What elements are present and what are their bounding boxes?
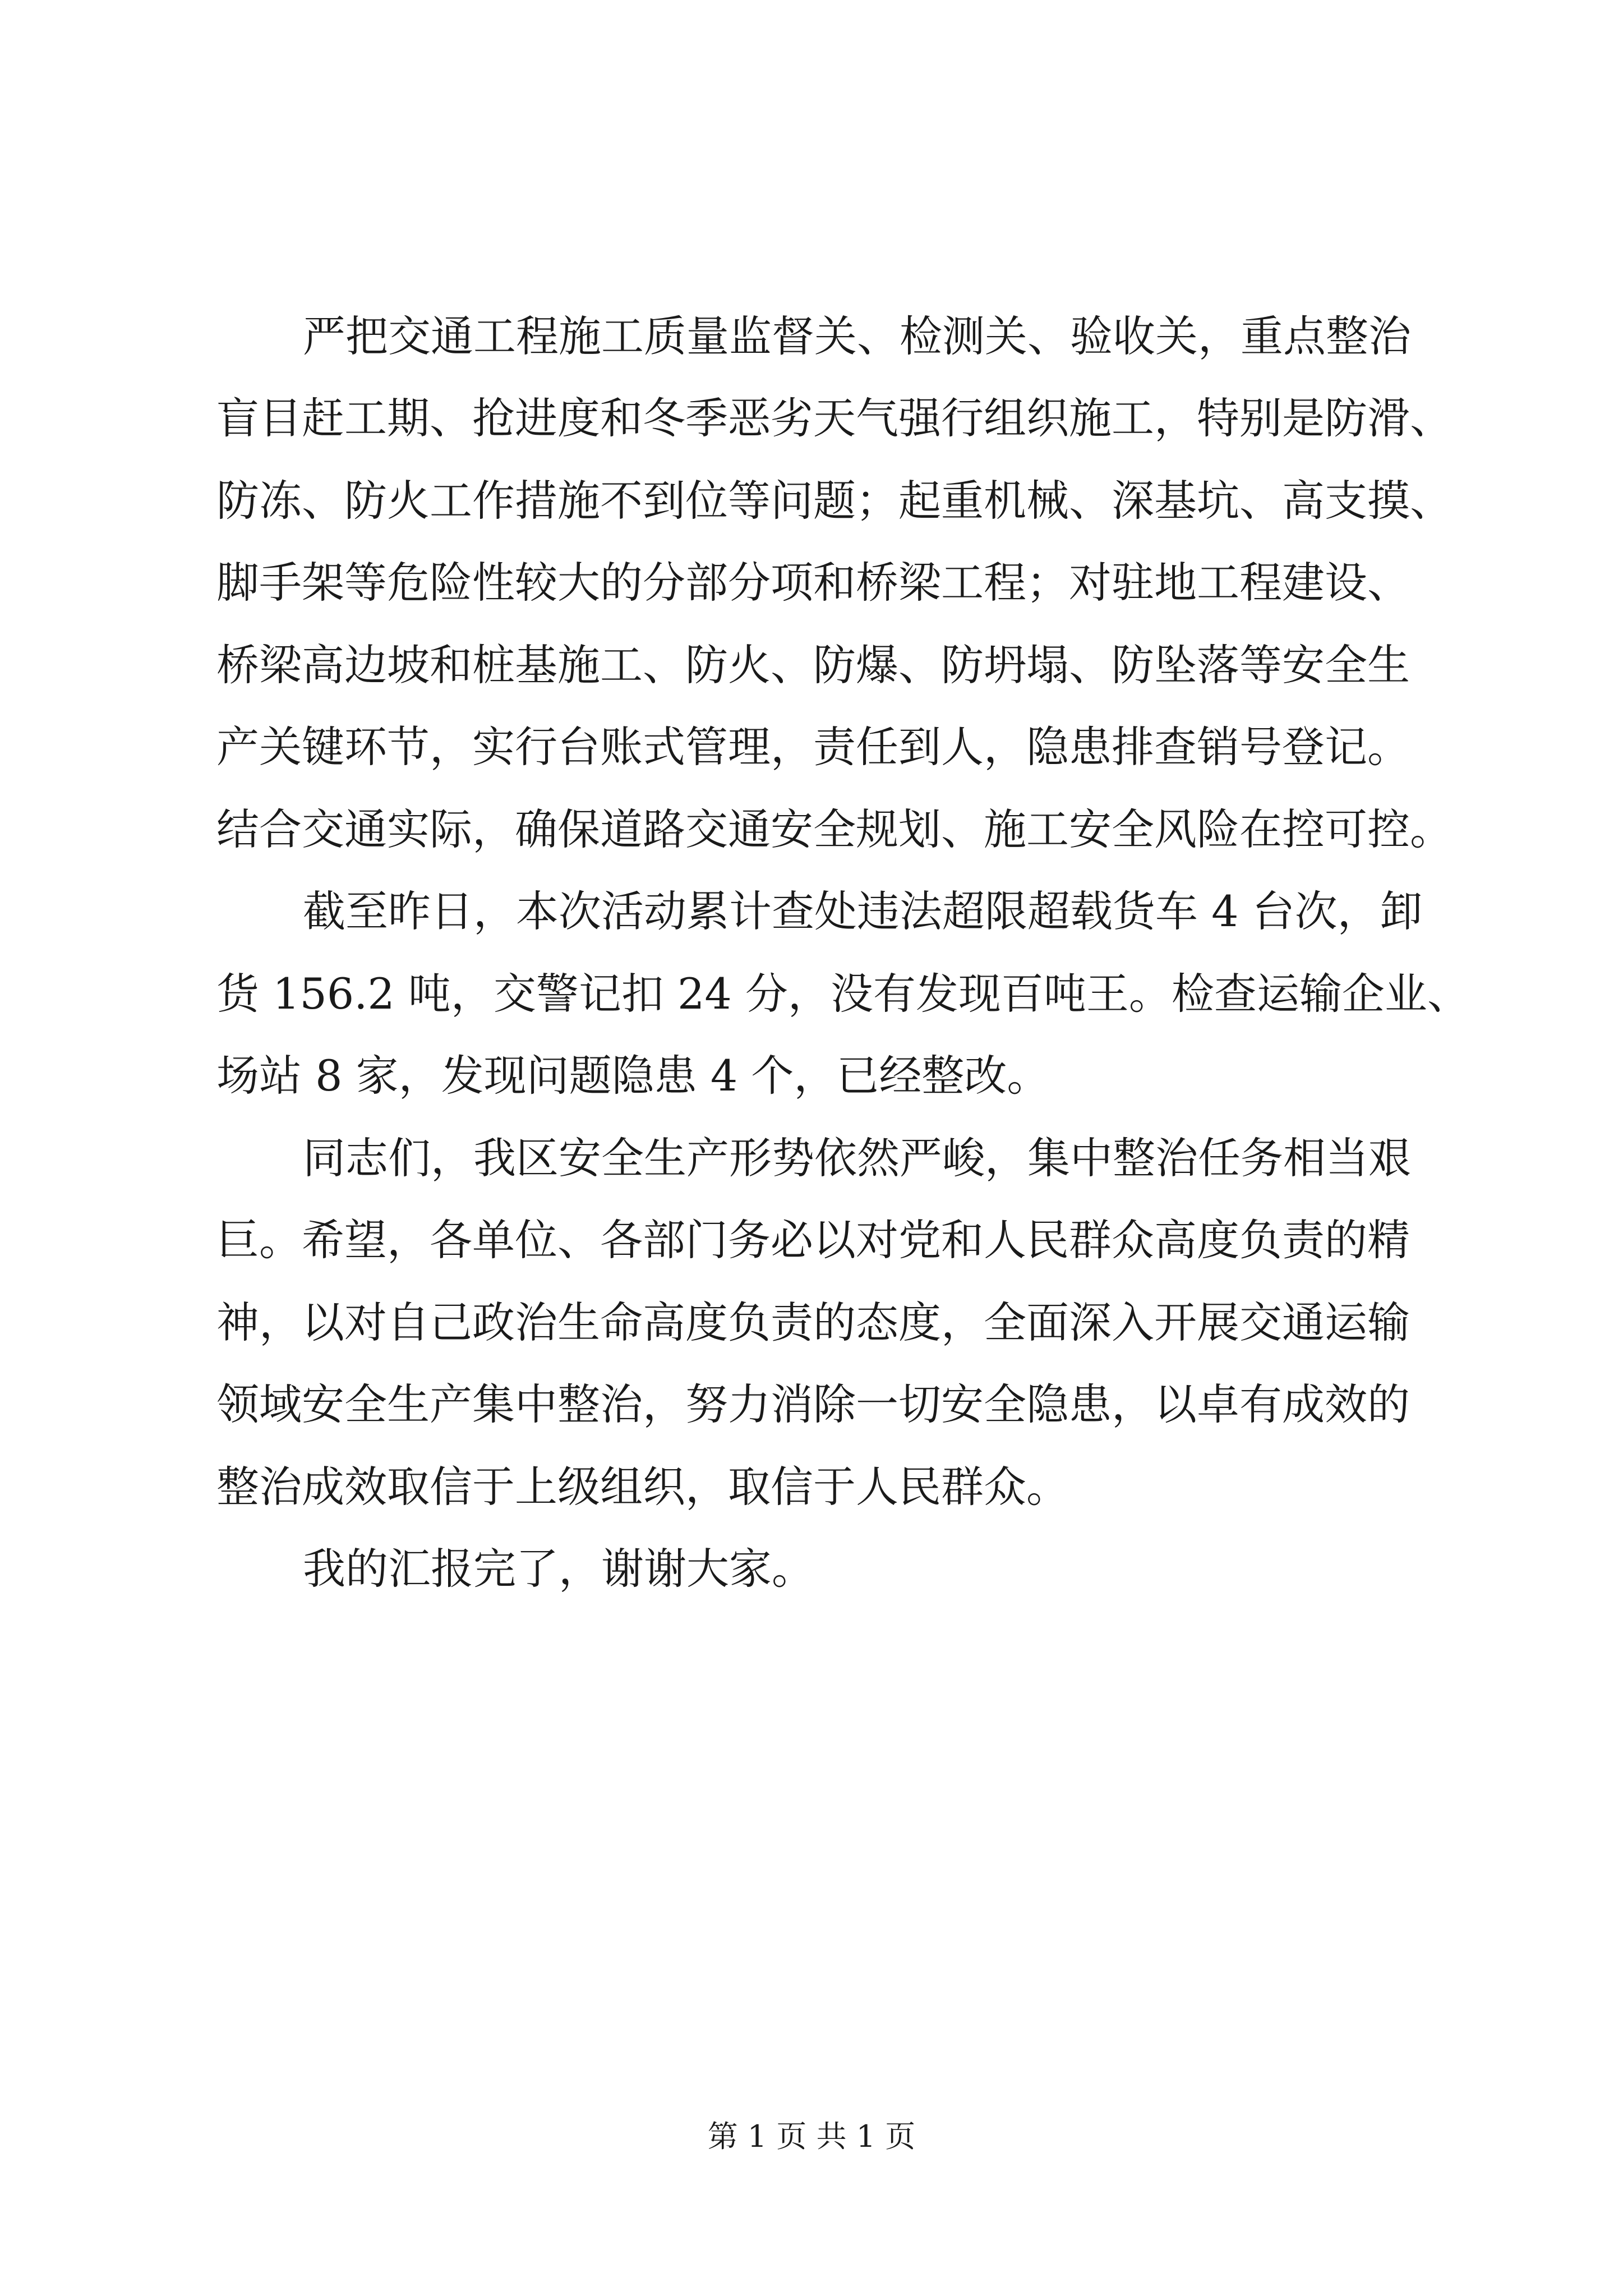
paragraph-2-line-3: 场站 8 家，发现问题隐患 4 个，已经整改。 [216,1051,1050,1101]
page-number-footer: 第 1 页 共 1 页 [707,2119,916,2154]
paragraph-1-line-1: 严把交通工程施工质量监督关、检测关、验收关，重点整治 [303,311,1411,361]
paragraph-2-line-1: 截至昨日，本次活动累计查处违法超限超载货车 4 台次，卸 [303,886,1423,936]
paragraph-1-line-4: 脚手架等危险性较大的分部分项和桥梁工程；对驻地工程建设、 [216,558,1410,608]
paragraph-3-line-4: 领域安全生产集中整治，努力消除一切安全隐患，以卓有成效的 [216,1379,1410,1429]
paragraph-1-line-7: 结合交通实际，确保道路交通安全规划、施工安全风险在控可控。 [216,804,1453,854]
paragraph-1-line-2: 盲目赶工期、抢进度和冬季恶劣天气强行组织施工，特别是防滑、 [216,393,1453,443]
paragraph-2-line-2: 货 156.2 吨，交警记扣 24 分，没有发现百吨王。检查运输企业、 [216,969,1470,1019]
paragraph-3-line-3: 神，以对自己政治生命高度负责的态度，全面深入开展交通运输 [216,1297,1410,1347]
paragraph-1-line-3: 防冻、防火工作措施不到位等问题；起重机械、深基坑、高支摸、 [216,476,1453,526]
paragraph-3-line-5: 整治成效取信于上级组织，取信于人民群众。 [216,1462,1069,1512]
paragraph-1-line-5: 桥梁高边坡和桩基施工、防火、防爆、防坍塌、防坠落等安全生 [216,640,1410,690]
paragraph-3-line-1: 同志们，我区安全生产形势依然严峻，集中整治任务相当艰 [303,1133,1411,1183]
paragraph-3-line-2: 巨。希望，各单位、各部门务必以对党和人民群众高度负责的精 [216,1215,1410,1265]
paragraph-1-line-6: 产关键环节，实行台账式管理，责任到人，隐患排查销号登记。 [216,722,1410,772]
paragraph-4-line-1: 我的汇报完了，谢谢大家。 [303,1544,814,1594]
